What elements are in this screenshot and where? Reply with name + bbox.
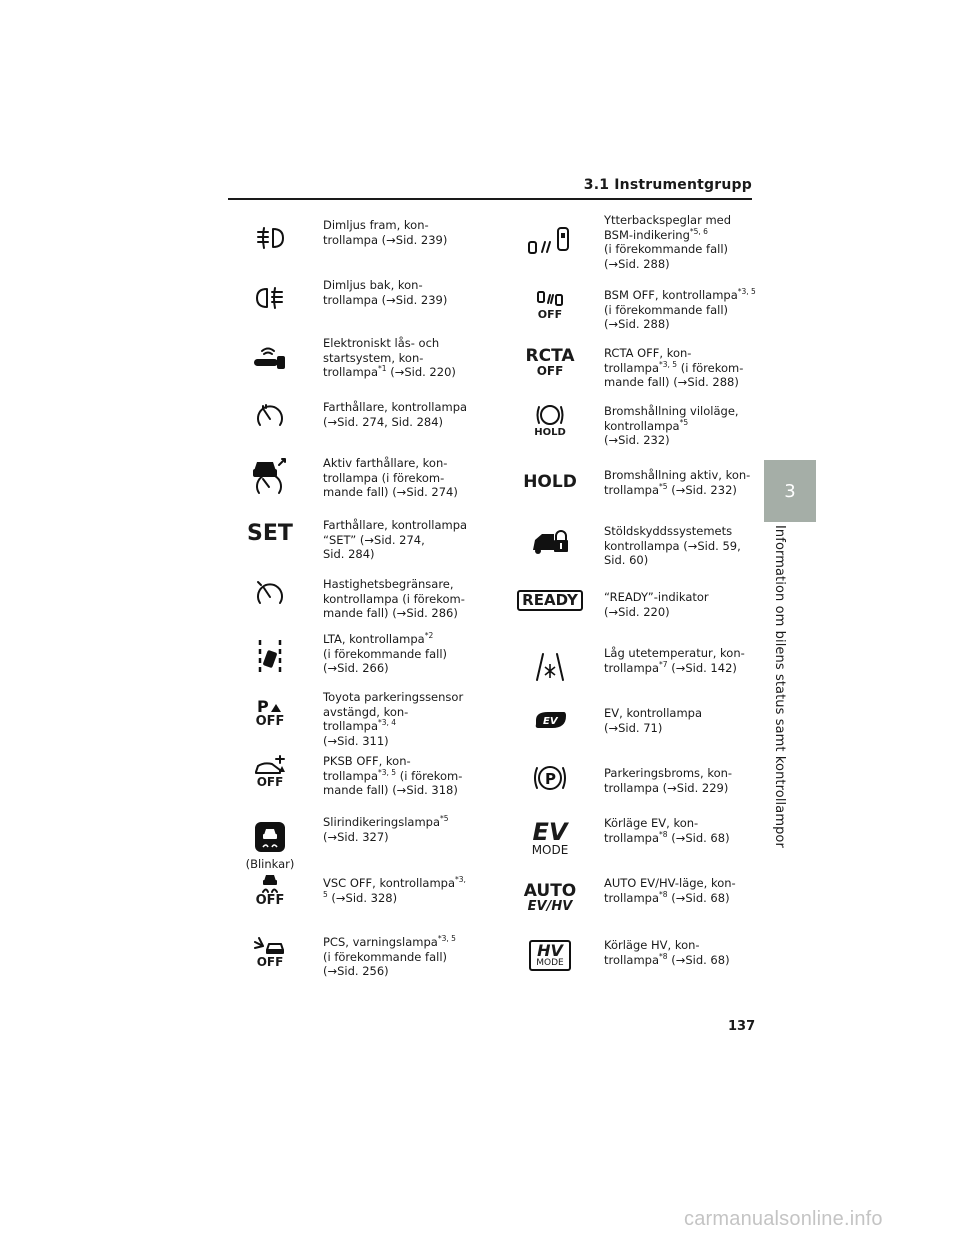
indicator-description xyxy=(604,646,764,675)
off-label-text: OFF xyxy=(536,363,564,378)
description-text: Stöldskyddssystemets kontrollampa (→Sid. 59, Sid. 60) xyxy=(604,524,741,568)
indicator-description xyxy=(604,346,764,390)
indicator-description xyxy=(604,766,764,795)
smart-key-icon xyxy=(230,332,310,384)
footnote-ref: *8 xyxy=(659,889,668,899)
description-text: Hastighetsbegränsare, kontrollampa (i förekom- mande fall) (→Sid. 286) xyxy=(323,577,465,621)
vsc-off-icon xyxy=(230,863,310,915)
indicator-description xyxy=(323,456,483,500)
pksb-off-icon xyxy=(230,745,310,797)
set-icon xyxy=(230,508,310,560)
description-text: Farthållare, kontrollampa “SET” (→Sid. 274, Sid. 284) xyxy=(323,518,468,562)
description-text: Dimljus fram, kon- trollampa (→Sid. 239) xyxy=(323,218,448,247)
description-text: Elektroniskt lås- och startsystem, kon- trollampa xyxy=(323,336,440,380)
footnote-ref: *1 xyxy=(378,364,387,374)
description-text-cont: (i förekommande fall) (→Sid. 288) xyxy=(604,302,729,332)
off-label-text: OFF xyxy=(256,775,284,789)
description-text: Bromshållning viloläge, kontrollampa xyxy=(604,404,739,433)
vsc-off-icon-graphic xyxy=(257,872,283,894)
description-text-cont: (i förekommande fall) (→Sid. 256) xyxy=(323,949,448,979)
footnote-ref: *3, 4 xyxy=(378,718,397,728)
ready-icon xyxy=(510,574,590,626)
header-rule xyxy=(228,198,752,200)
blink-caption: (Blinkar) xyxy=(245,857,295,871)
description-text: Ytterbackspeglar med BSM-indikering xyxy=(604,213,732,242)
brake-hold-standby-icon-graphic xyxy=(534,402,566,428)
description-text: PCS, varningslampa xyxy=(323,935,438,949)
indicator-description xyxy=(323,218,483,247)
ev-indicator-icon xyxy=(510,694,590,746)
footnote-ref: *3, 5 xyxy=(378,767,397,777)
description-text: VSC OFF, kontrollampa xyxy=(323,876,456,890)
indicator-description xyxy=(323,577,483,621)
radar-cruise-icon xyxy=(230,450,310,502)
indicator-description xyxy=(604,468,764,497)
lta-icon-graphic xyxy=(255,637,285,677)
description-text-cont: (→Sid. 68) xyxy=(667,890,730,905)
footnote-ref: *3, 5 xyxy=(659,359,678,369)
mode-label-text: MODE xyxy=(531,843,569,857)
description-text: LTA, kontrollampa xyxy=(323,632,425,646)
mode-label-text: MODE xyxy=(536,957,564,968)
indicator-description xyxy=(323,690,483,748)
indicator-description xyxy=(604,876,764,905)
footnote-ref: *3, 5 xyxy=(737,287,756,297)
description-text-cont: (i förekom- mande fall) (→Sid. 318) xyxy=(323,768,463,798)
speed-limiter-icon-graphic xyxy=(252,579,288,609)
description-text-cont: (i förekom- mande fall) (→Sid. 288) xyxy=(604,360,744,390)
description-text-cont: (→Sid. 328) xyxy=(327,890,398,905)
pksb-off-icon-graphic xyxy=(252,754,288,776)
pcs-warning-icon xyxy=(230,925,310,977)
slip-indicator-icon-graphic xyxy=(254,821,286,853)
description-text: EV, kontrollampa (→Sid. 71) xyxy=(604,706,703,735)
indicator-description xyxy=(604,213,764,271)
cruise-control-icon-graphic xyxy=(252,401,288,431)
indicator-description xyxy=(323,278,483,307)
auto-label-text: AUTO xyxy=(523,881,577,901)
chapter-number: 3 xyxy=(784,480,796,502)
footnote-ref: *3, 5 xyxy=(323,875,466,899)
footnote-ref: *5, 6 xyxy=(689,226,708,236)
description-text: Toyota parkeringssensor avstängd, kon- trollampa xyxy=(323,690,464,734)
low-temp-icon-graphic xyxy=(535,650,565,684)
chapter-tab[interactable] xyxy=(764,460,816,522)
parking-sensor-off-icon-graphic xyxy=(254,697,286,715)
hv-mode-icon xyxy=(510,929,590,981)
indicator-description xyxy=(323,518,483,562)
description-text-cont: (i förekommande fall) (→Sid. 266) xyxy=(323,646,448,676)
brake-hold-standby-icon xyxy=(510,394,590,446)
footnote-ref: *5 xyxy=(440,814,449,824)
description-text: Låg utetemperatur, kon- trollampa xyxy=(604,646,745,675)
description-text-cont: (→Sid. 232) xyxy=(604,433,670,448)
indicator-description xyxy=(604,938,764,967)
description-text-cont: (i förekommande fall) (→Sid. 288) xyxy=(604,242,729,271)
footnote-ref: *2 xyxy=(424,631,434,641)
indicator-description xyxy=(323,632,483,676)
footnote-ref: *7 xyxy=(659,659,668,669)
description-text: PKSB OFF, kon- trollampa xyxy=(323,754,411,783)
bsm-mirror-icon-graphic xyxy=(526,224,574,262)
rear-fog-icon-graphic xyxy=(253,284,287,312)
ready-label-text: READY xyxy=(517,590,583,611)
footnote-ref: *5 xyxy=(659,481,668,491)
pcs-warning-icon-graphic xyxy=(251,934,289,956)
bsm-off-icon-graphic xyxy=(535,289,565,309)
svg-text:EV: EV xyxy=(543,716,558,727)
watermark: carmanualsonline.info xyxy=(684,1208,883,1230)
parking-brake-icon-graphic xyxy=(532,762,568,794)
ev-label-text: EV xyxy=(532,818,568,846)
off-label-text: OFF xyxy=(255,713,285,729)
footnote-ref: *5 xyxy=(679,417,689,427)
footnote-ref: *3, 5 xyxy=(437,934,456,944)
lta-icon xyxy=(230,631,310,683)
security-indicator-icon xyxy=(510,515,590,567)
indicator-description xyxy=(604,590,764,619)
front-fog-icon-graphic xyxy=(253,224,287,252)
indicator-description xyxy=(604,706,764,735)
footnote-ref: *8 xyxy=(659,951,668,961)
indicator-description xyxy=(604,288,764,332)
indicator-description xyxy=(323,754,483,798)
description-text: Aktiv farthållare, kon- trollampa (i förekom- mande fall) (→Sid. 274) xyxy=(323,456,458,500)
section-title: 3.1 Instrumentgrupp xyxy=(583,177,752,193)
description-text: “READY”-indikator (→Sid. 220) xyxy=(604,590,709,619)
description-text: Bromshållning aktiv, kon- trollampa xyxy=(604,468,751,497)
evhv-label-text: EV/HV xyxy=(527,899,573,914)
indicator-description xyxy=(323,935,483,979)
svg-text:P: P xyxy=(257,696,269,715)
footnote-ref: *8 xyxy=(659,829,668,839)
indicator-description xyxy=(323,876,483,905)
page-number: 137 xyxy=(728,1019,756,1034)
description-text: Slirindikeringslampa xyxy=(323,815,441,829)
bsm-off-icon xyxy=(510,278,590,330)
indicator-description xyxy=(323,400,483,429)
rcta-off-icon xyxy=(510,336,590,388)
indicator-description xyxy=(604,816,764,845)
chapter-title: Information om bilens status samt kontrollampor xyxy=(772,525,787,848)
description-text: Körläge EV, kon- trollampa xyxy=(604,816,699,845)
parking-brake-icon xyxy=(510,752,590,804)
ev-indicator-icon-graphic xyxy=(532,708,568,732)
front-fog-icon xyxy=(230,212,310,264)
low-temp-icon xyxy=(510,641,590,693)
auto-ev-hv-icon xyxy=(510,872,590,924)
indicator-description xyxy=(604,404,764,448)
cruise-control-icon xyxy=(230,390,310,442)
radar-cruise-icon-graphic xyxy=(249,455,291,497)
brake-hold-active-icon xyxy=(510,456,590,508)
set-label-text: SET xyxy=(247,521,293,546)
rcta-label-text: RCTA xyxy=(525,345,575,366)
svg-text:P: P xyxy=(545,770,556,788)
description-text: RCTA OFF, kon- trollampa xyxy=(604,346,692,375)
description-text-cont: (→Sid. 311) xyxy=(323,733,389,748)
description-text-cont: (→Sid. 232) xyxy=(667,482,737,497)
indicator-description xyxy=(604,524,764,568)
description-text-cont: (→Sid. 327) xyxy=(323,829,389,844)
description-text-cont: (→Sid. 220) xyxy=(386,365,456,380)
speed-limiter-icon xyxy=(230,568,310,620)
description-text: Dimljus bak, kon- trollampa (→Sid. 239) xyxy=(323,278,448,307)
description-text: Parkeringsbroms, kon- trollampa (→Sid. 229) xyxy=(604,766,733,795)
off-label-text: OFF xyxy=(256,955,284,969)
hold-label-text: HOLD xyxy=(534,427,566,438)
description-text-cont: (→Sid. 68) xyxy=(667,830,730,845)
off-label-text: OFF xyxy=(255,892,285,908)
rear-fog-icon xyxy=(230,272,310,324)
security-indicator-icon-graphic xyxy=(530,526,570,556)
description-text-cont: (→Sid. 142) xyxy=(667,660,737,675)
description-text-cont: (→Sid. 68) xyxy=(667,952,730,967)
indicator-description xyxy=(323,336,483,380)
parking-sensor-off-icon xyxy=(230,686,310,738)
hv-label-text: HV xyxy=(537,940,563,960)
description-text: Farthållare, kontrollampa (→Sid. 274, Sid. 284) xyxy=(323,400,468,429)
description-text: AUTO EV/HV-läge, kon- trollampa xyxy=(604,876,736,905)
description-text: BSM OFF, kontrollampa xyxy=(604,288,738,302)
indicator-description xyxy=(323,815,483,844)
bsm-mirror-icon xyxy=(510,217,590,269)
ev-mode-icon xyxy=(510,812,590,864)
smart-key-icon-graphic xyxy=(250,343,290,373)
off-label-text: OFF xyxy=(537,307,563,321)
hold-label-text: HOLD xyxy=(523,471,577,492)
description-text: Körläge HV, kon- trollampa xyxy=(604,938,700,967)
